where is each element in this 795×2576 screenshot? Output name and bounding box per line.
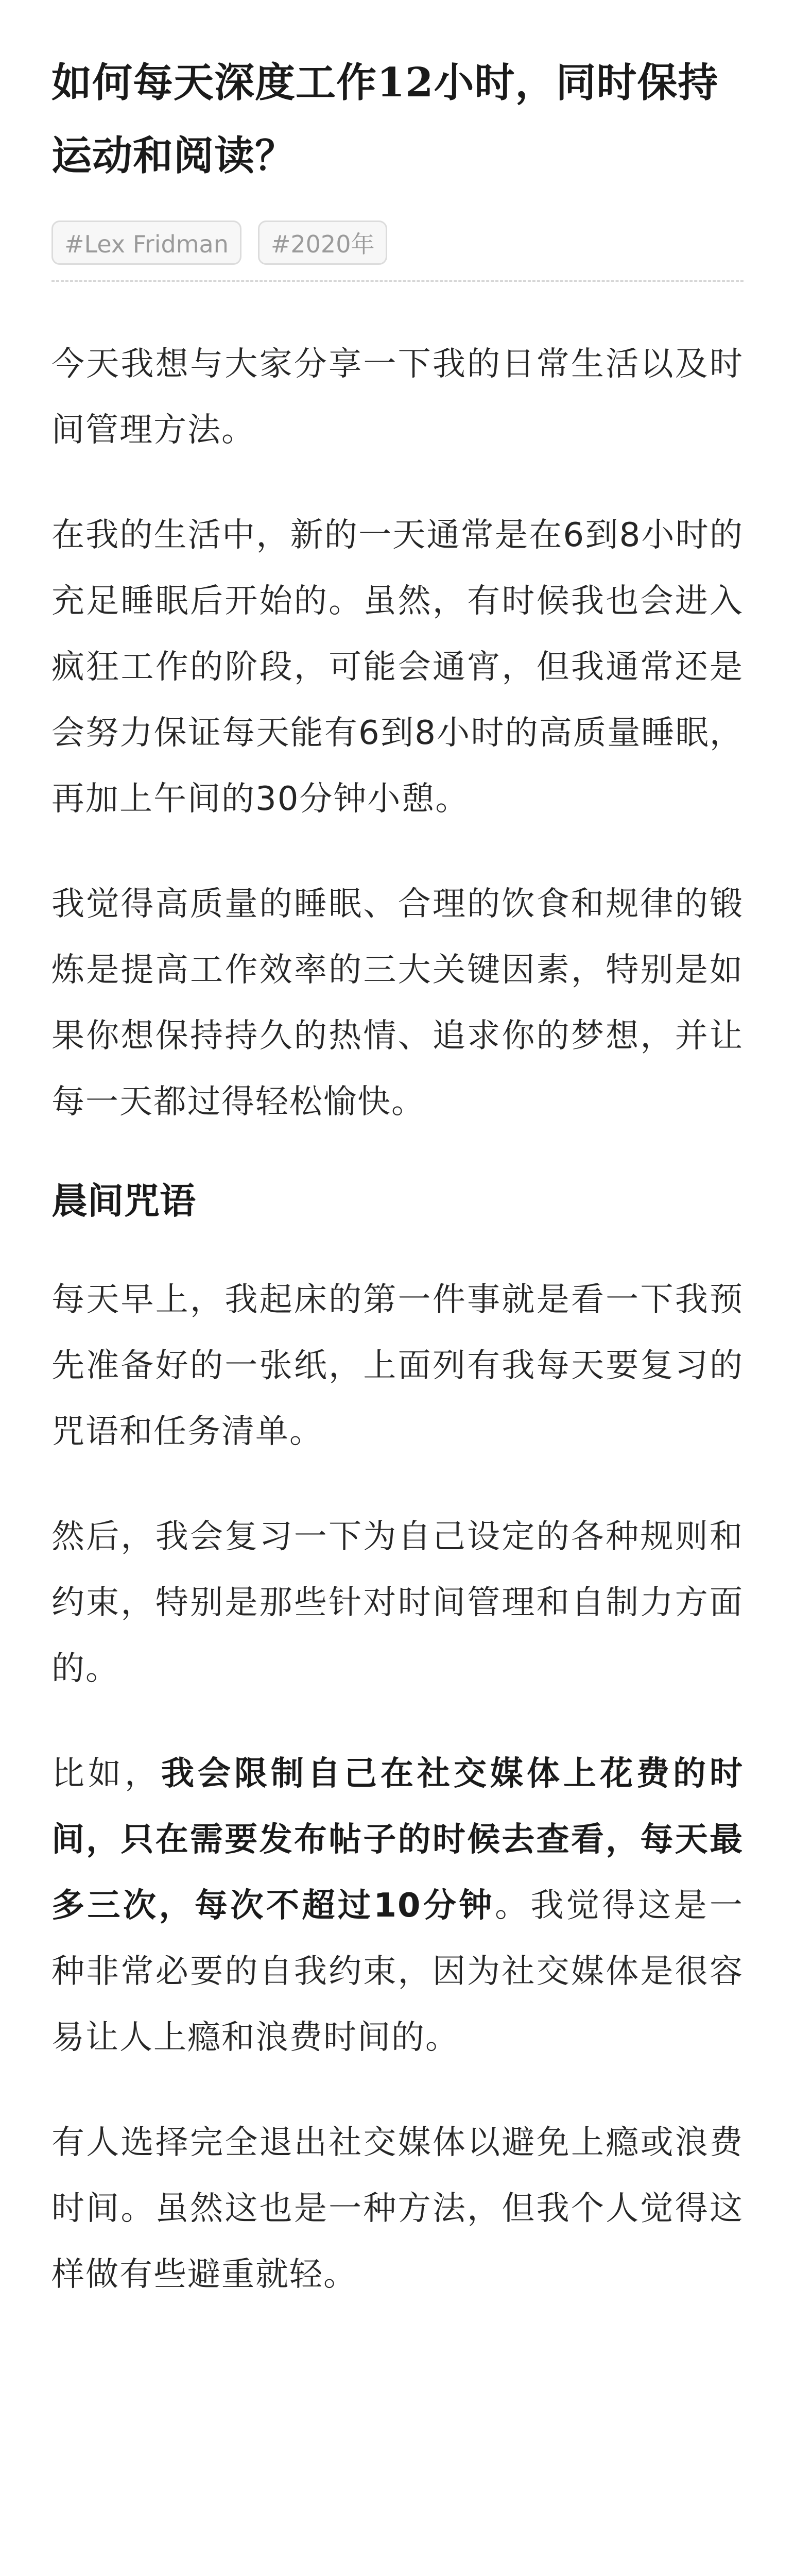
article-title: 如何每天深度工作12小时，同时保持运动和阅读？: [51, 59, 719, 179]
section-heading-morning-mantra: 晨间咒语: [51, 1179, 196, 1222]
paragraph-lead-text: 比如，: [51, 1755, 161, 1793]
dashed-divider: [51, 280, 744, 282]
paragraph-sleep: 在我的生活中，新的一天通常是在6到8小时的充足睡眠后开始的。虽然，有时候我也会进入疯狂工作的阶段，可能会通宵，但我通常还是会努力保证每天能有6到8小时的高质量睡眠，再加上午间的30分钟小憩。: [51, 516, 744, 818]
paragraph-morning-routine: 每天早上，我起床的第一件事就是看一下我预先准备好的一张纸，上面列有我每天要复习的咒语和任务清单。: [51, 1281, 744, 1451]
bold-emphasis-text: 我会限制自己在社交媒体上花费的时间，只在需要发布帖子的时候去查看，每天最多三次，每次不超过10分钟: [51, 1755, 744, 1925]
paragraph-social-media-limit: [51, 1741, 744, 2071]
paragraph-rules-review: 然后，我会复习一下为自己设定的各种规则和约束，特别是那些针对时间管理和自制力方面的。: [51, 1518, 744, 1688]
tag-2020[interactable]: #2020年: [258, 221, 388, 265]
paragraph-tail-text: 。我觉得这是一种非常必要的自我约束，因为社交媒体是很容易让人上瘾和浪费时间的。: [51, 1887, 744, 2057]
paragraph-quit-social-media: 有人选择完全退出社交媒体以避免上瘾或浪费时间。虽然这也是一种方法，但我个人觉得这样做有些避重就轻。: [51, 2124, 744, 2294]
article-body: [51, 331, 744, 2308]
paragraph-intro: 今天我想与大家分享一下我的日常生活以及时间管理方法。: [51, 345, 744, 449]
tag-list: [51, 221, 744, 265]
tag-lex-fridman[interactable]: #Lex Fridman: [51, 221, 241, 265]
paragraph-key-factors: 我觉得高质量的睡眠、合理的饮食和规律的锻炼是提高工作效率的三大关键因素，特别是如果你想保持持久的热情、追求你的梦想，并让每一天都过得轻松愉快。: [51, 885, 744, 1121]
